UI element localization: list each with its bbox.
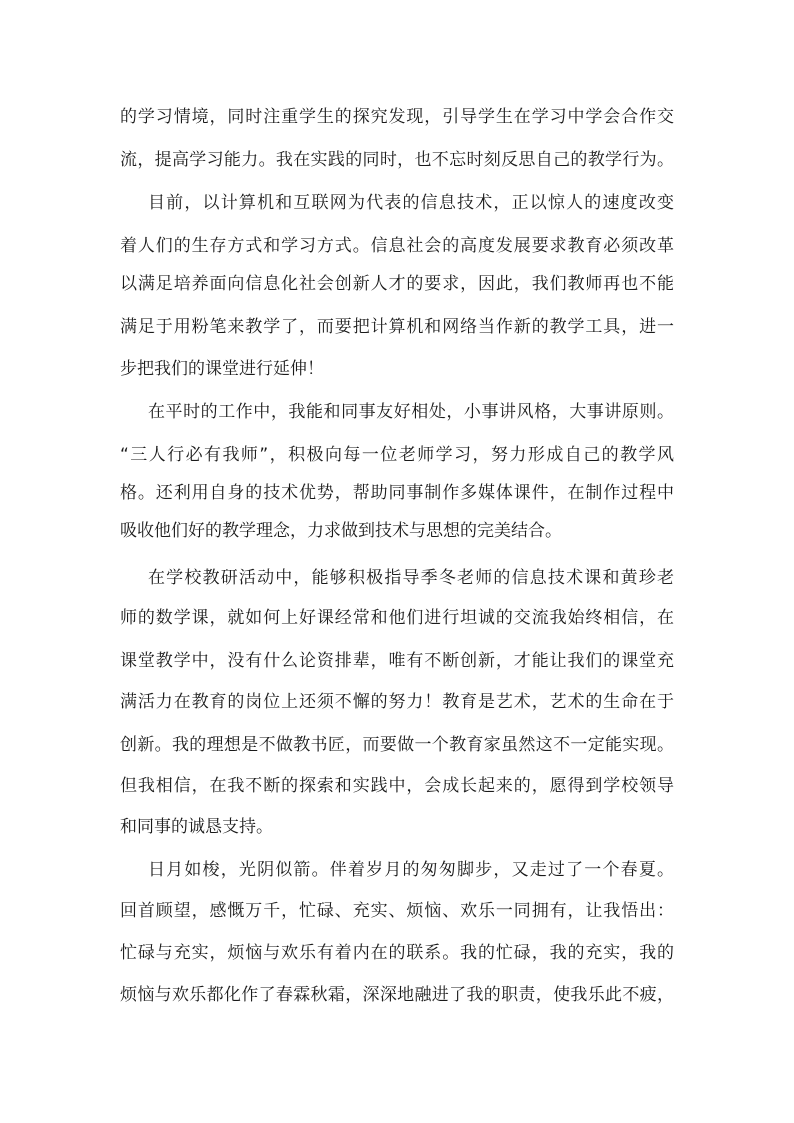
paragraph-end-line: 和同事的诚恳支持。 (120, 817, 273, 837)
paragraph-start-line: 在平时的工作中，我能和同事友好相处，小事讲风格，大事讲原则。 (148, 402, 674, 422)
text-line: 以满足培养面向信息化社会创新人才的要求，因此，我们教师再也不能 (120, 274, 674, 294)
text-line: 师的数学课，就如何上好课经常和他们进行坦诚的交流我始终相信，在 (120, 608, 674, 628)
paragraph-start-line: 日月如梭，光阴似箭。伴着岁月的匆匆脚步，又走过了一个春夏。 (148, 860, 674, 880)
text-line: 忙碌与充实，烦恼与欢乐有着内在的联系。我的忙碌，我的充实，我的 (120, 943, 674, 963)
text-line: 烦恼与欢乐都化作了春霖秋霜，深深地融进了我的职责，使我乐此不疲， (120, 985, 674, 1005)
paragraph-start-line: 在学校教研活动中，能够积极指导季冬老师的信息技术课和黄珍老 (148, 568, 674, 588)
paragraph-start-line: 目前，以计算机和互联网为代表的信息技术，正以惊人的速度改变 (148, 193, 674, 213)
text-line: 创新。我的理想是不做教书匠，而要做一个教育家虽然这不一定能实现。 (120, 735, 674, 755)
paragraph-end-line: 吸收他们好的教学理念，力求做到技术与思想的完美结合。 (120, 521, 562, 541)
text-line: 格。还利用自身的技术优势，帮助同事制作多媒体课件，在制作过程中 (120, 483, 674, 503)
text-line: 回首顾望，感慨万千，忙碌、充实、烦恼、欢乐一同拥有，让我悟出： (120, 901, 674, 921)
text-line: 着人们的生存方式和学习方式。信息社会的高度发展要求教育必须改革 (120, 236, 674, 256)
text-line: 的学习情境，同时注重学生的探究发现，引导学生在学习中学会合作交 (120, 107, 674, 127)
text-line: 满足于用粉笔来教学了，而要把计算机和网络当作新的教学工具，进一 (120, 317, 674, 337)
text-line: 课堂教学中，没有什么论资排辈，唯有不断创新，才能让我们的课堂充 (120, 651, 674, 671)
text-line: 满活力在教育的岗位上还须不懈的努力！教育是艺术，艺术的生命在于 (120, 692, 674, 712)
text-line: 流，提高学习能力。我在实践的同时，也不忘时刻反思自己的教学行为。 (120, 150, 674, 170)
paragraph-end-line: 步把我们的课堂进行延伸！ (120, 359, 324, 379)
text-line: 但我相信，在我不断的探索和实践中，会成长起来的，愿得到学校领导 (120, 776, 674, 796)
text-line: “三人行必有我师”，积极向每一位老师学习，努力形成自己的教学风 (120, 445, 674, 465)
